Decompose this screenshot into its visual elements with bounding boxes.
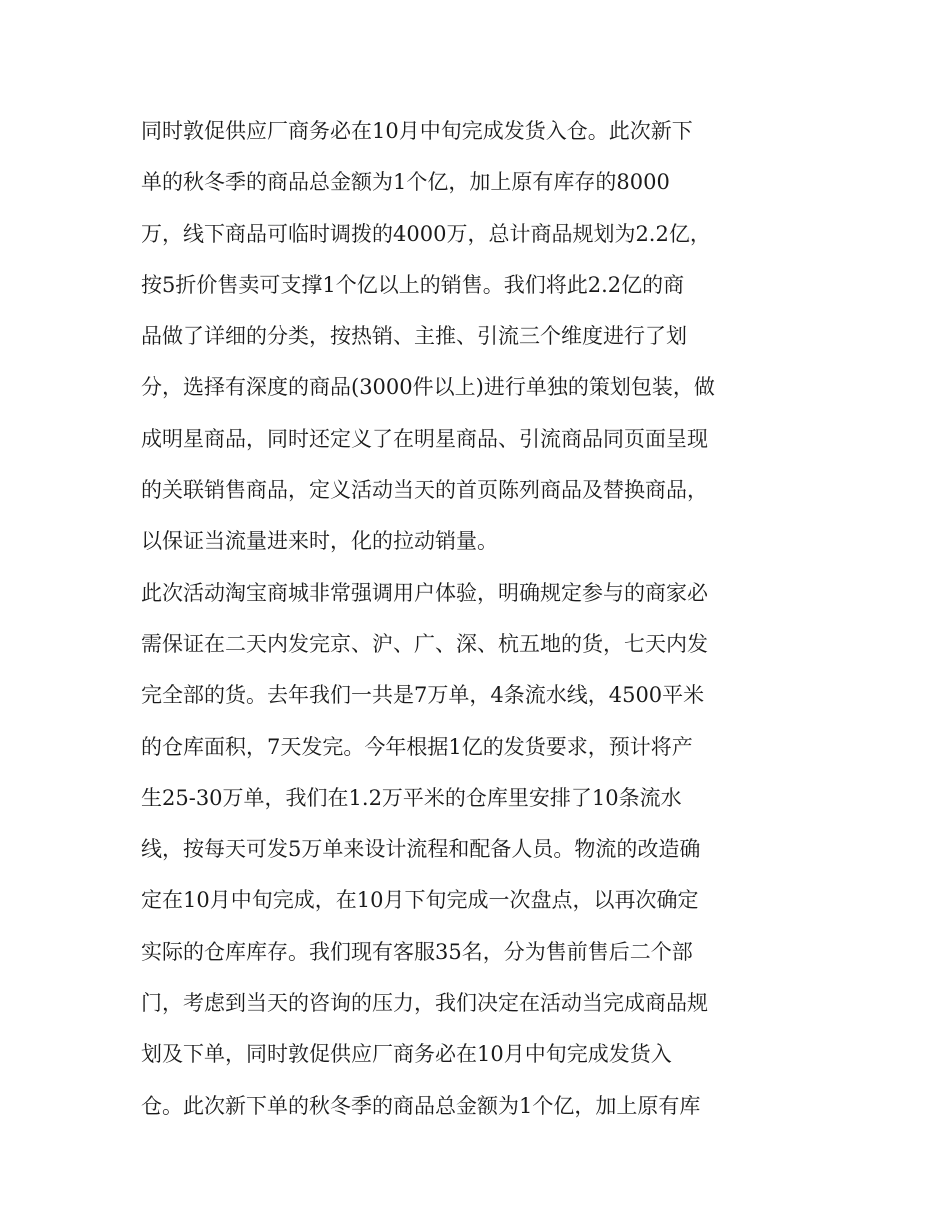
text-line: 线，按每天可发5万单来设计流程和配备人员。物流的改造确 — [141, 837, 701, 862]
text-line: 实际的仓库库存。我们现有客服35名，分为售前售后二个部 — [141, 939, 693, 964]
text-line: 以保证当流量进来时，化的拉动销量。 — [141, 529, 498, 554]
text-line: 需保证在二天内发完京、沪、广、深、杭五地的货，七天内发 — [141, 631, 708, 656]
document-body — [141, 106, 821, 1132]
text-line: 定在10月中旬完成，在10月下旬完成一次盘点，以再次确定 — [141, 888, 699, 913]
text-line: 的仓库面积，7天发完。今年根据1亿的发货要求，预计将产 — [141, 734, 693, 759]
text-line: 万，线下商品可临时调拨的4000万，总计商品规划为2.2亿， — [141, 221, 711, 246]
text-line: 仓。此次新下单的秋冬季的商品总金额为1个亿，加上原有库 — [141, 1093, 701, 1118]
text-line: 成明星商品，同时还定义了在明星商品、引流商品同页面呈现 — [141, 426, 708, 451]
text-line: 同时敦促供应厂商务必在10月中旬完成发货入仓。此次新下 — [141, 119, 693, 143]
text-line: 按5折价售卖可支撑1个亿以上的销售。我们将此2.2亿的商 — [141, 272, 685, 297]
text-line: 单的秋冬季的商品总金额为1个亿，加上原有库存的8000 — [141, 170, 670, 195]
text-line: 生25-30万单，我们在1.2万平米的仓库里安排了10条流水 — [141, 785, 682, 810]
text-line: 品做了详细的分类，按热销、主推、引流三个维度进行了划 — [141, 324, 687, 349]
text-line: 的关联销售商品，定义活动当天的首页陈列商品及替换商品， — [141, 478, 708, 503]
text-line: 完全部的货。去年我们一共是7万单，4条流水线，4500平米 — [141, 683, 705, 708]
text-line: 门，考虑到当天的咨询的压力，我们决定在活动当完成商品规 — [141, 991, 708, 1016]
text-line: 分，选择有深度的商品(3000件以上)进行单独的策划包装，做 — [141, 375, 715, 400]
text-line: 划及下单，同时敦促供应厂商务必在10月中旬完成发货入 — [141, 1042, 672, 1067]
text-line: 此次活动淘宝商城非常强调用户体验，明确规定参与的商家必 — [141, 580, 708, 605]
